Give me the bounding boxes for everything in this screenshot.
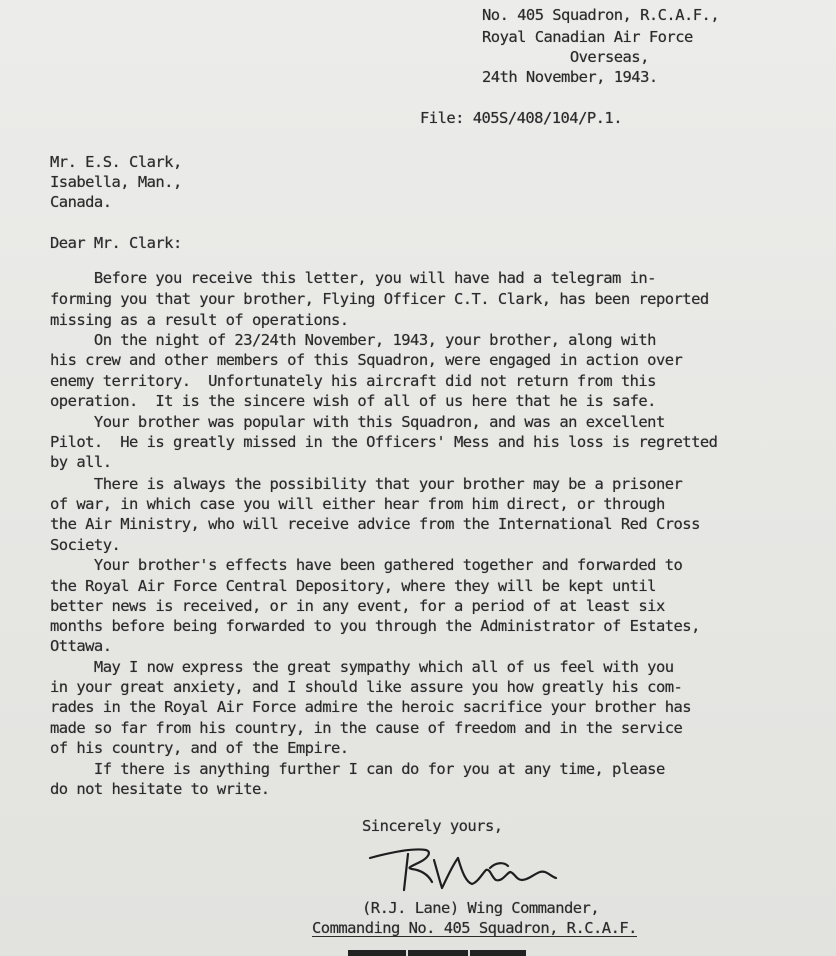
recipient-name: Mr. E.S. Clark, [50, 153, 182, 171]
letterhead-location: Overseas, [482, 48, 649, 66]
body-line: On the night of 23/24th November, 1943, your brother, along with [50, 331, 656, 349]
body-line: in your great anxiety, and I should like assure you how greatly his com- [50, 678, 683, 696]
body-line: his crew and other members of this Squadron, were engaged in action over [50, 351, 683, 369]
body-line: operation. It is the sincere wish of all of us here that he is safe. [50, 392, 656, 410]
body-line: If there is anything further I can do for you at any time, please [50, 760, 665, 778]
body-line: Your brother's effects have been gathered together and forwarded to [50, 556, 683, 574]
closing-phrase: Sincerely yours, [362, 817, 503, 835]
handwritten-signature [362, 838, 567, 898]
body-line: Your brother was popular with this Squadron, and was an excellent [50, 413, 665, 431]
body-line: do not hesitate to write. [50, 780, 270, 798]
signatory-name-rank: (R.J. Lane) Wing Commander, [362, 899, 600, 917]
body-line: of his country, and of the Empire. [50, 739, 349, 757]
letterhead-unit: No. 405 Squadron, R.C.A.F., [482, 6, 720, 24]
body-line: forming you that your brother, Flying Officer C.T. Clark, has been reported [50, 290, 709, 308]
body-line: rades in the Royal Air Force admire the heroic sacrifice your brother has [50, 698, 692, 716]
recipient-address [0, 122, 836, 224]
body-line: made so far from his country, in the cause of freedom and in the service [50, 719, 683, 737]
body-line: Ottawa. [50, 637, 112, 655]
body-line: missing as a result of operations. [50, 311, 349, 329]
page-edge-mark [348, 950, 526, 956]
body-line: May I now express the great sympathy which all of us feel with you [50, 658, 674, 676]
recipient-country: Canada. [50, 193, 112, 211]
recipient-town: Isabella, Man., [50, 173, 182, 191]
body-line: There is always the possibility that your brother may be a prisoner [50, 475, 683, 493]
body-line: better news is received, or in any event, for a period of at least six [50, 597, 665, 615]
body-line: enemy territory. Unfortunately his aircraft did not return from this [50, 372, 656, 390]
body-line: Society. [50, 536, 121, 554]
body-line: by all. [50, 453, 112, 471]
body-line: months before being forwarded to you through the Administrator of Estates, [50, 617, 700, 635]
body-line: Pilot. He is greatly missed in the Officers' Mess and his loss is regretted [50, 433, 718, 451]
body-line: Before you receive this letter, you will have had a telegram in- [50, 269, 656, 287]
body-line: the Air Ministry, who will receive advice from the International Red Cross [50, 515, 700, 533]
letterhead-block [0, 0, 836, 122]
salutation: Dear Mr. Clark: [50, 234, 182, 252]
body-line: of war, in which case you will either hear from him direct, or through [50, 495, 665, 513]
letterhead-service: Royal Canadian Air Force [482, 28, 693, 46]
body-line: the Royal Air Force Central Depository, where they will be kept until [50, 577, 656, 595]
file-reference: File: 405S/408/104/P.1. [420, 109, 622, 127]
letter-date: 24th November, 1943. [482, 68, 658, 86]
signatory-title: Commanding No. 405 Squadron, R.C.A.F. [312, 919, 637, 937]
